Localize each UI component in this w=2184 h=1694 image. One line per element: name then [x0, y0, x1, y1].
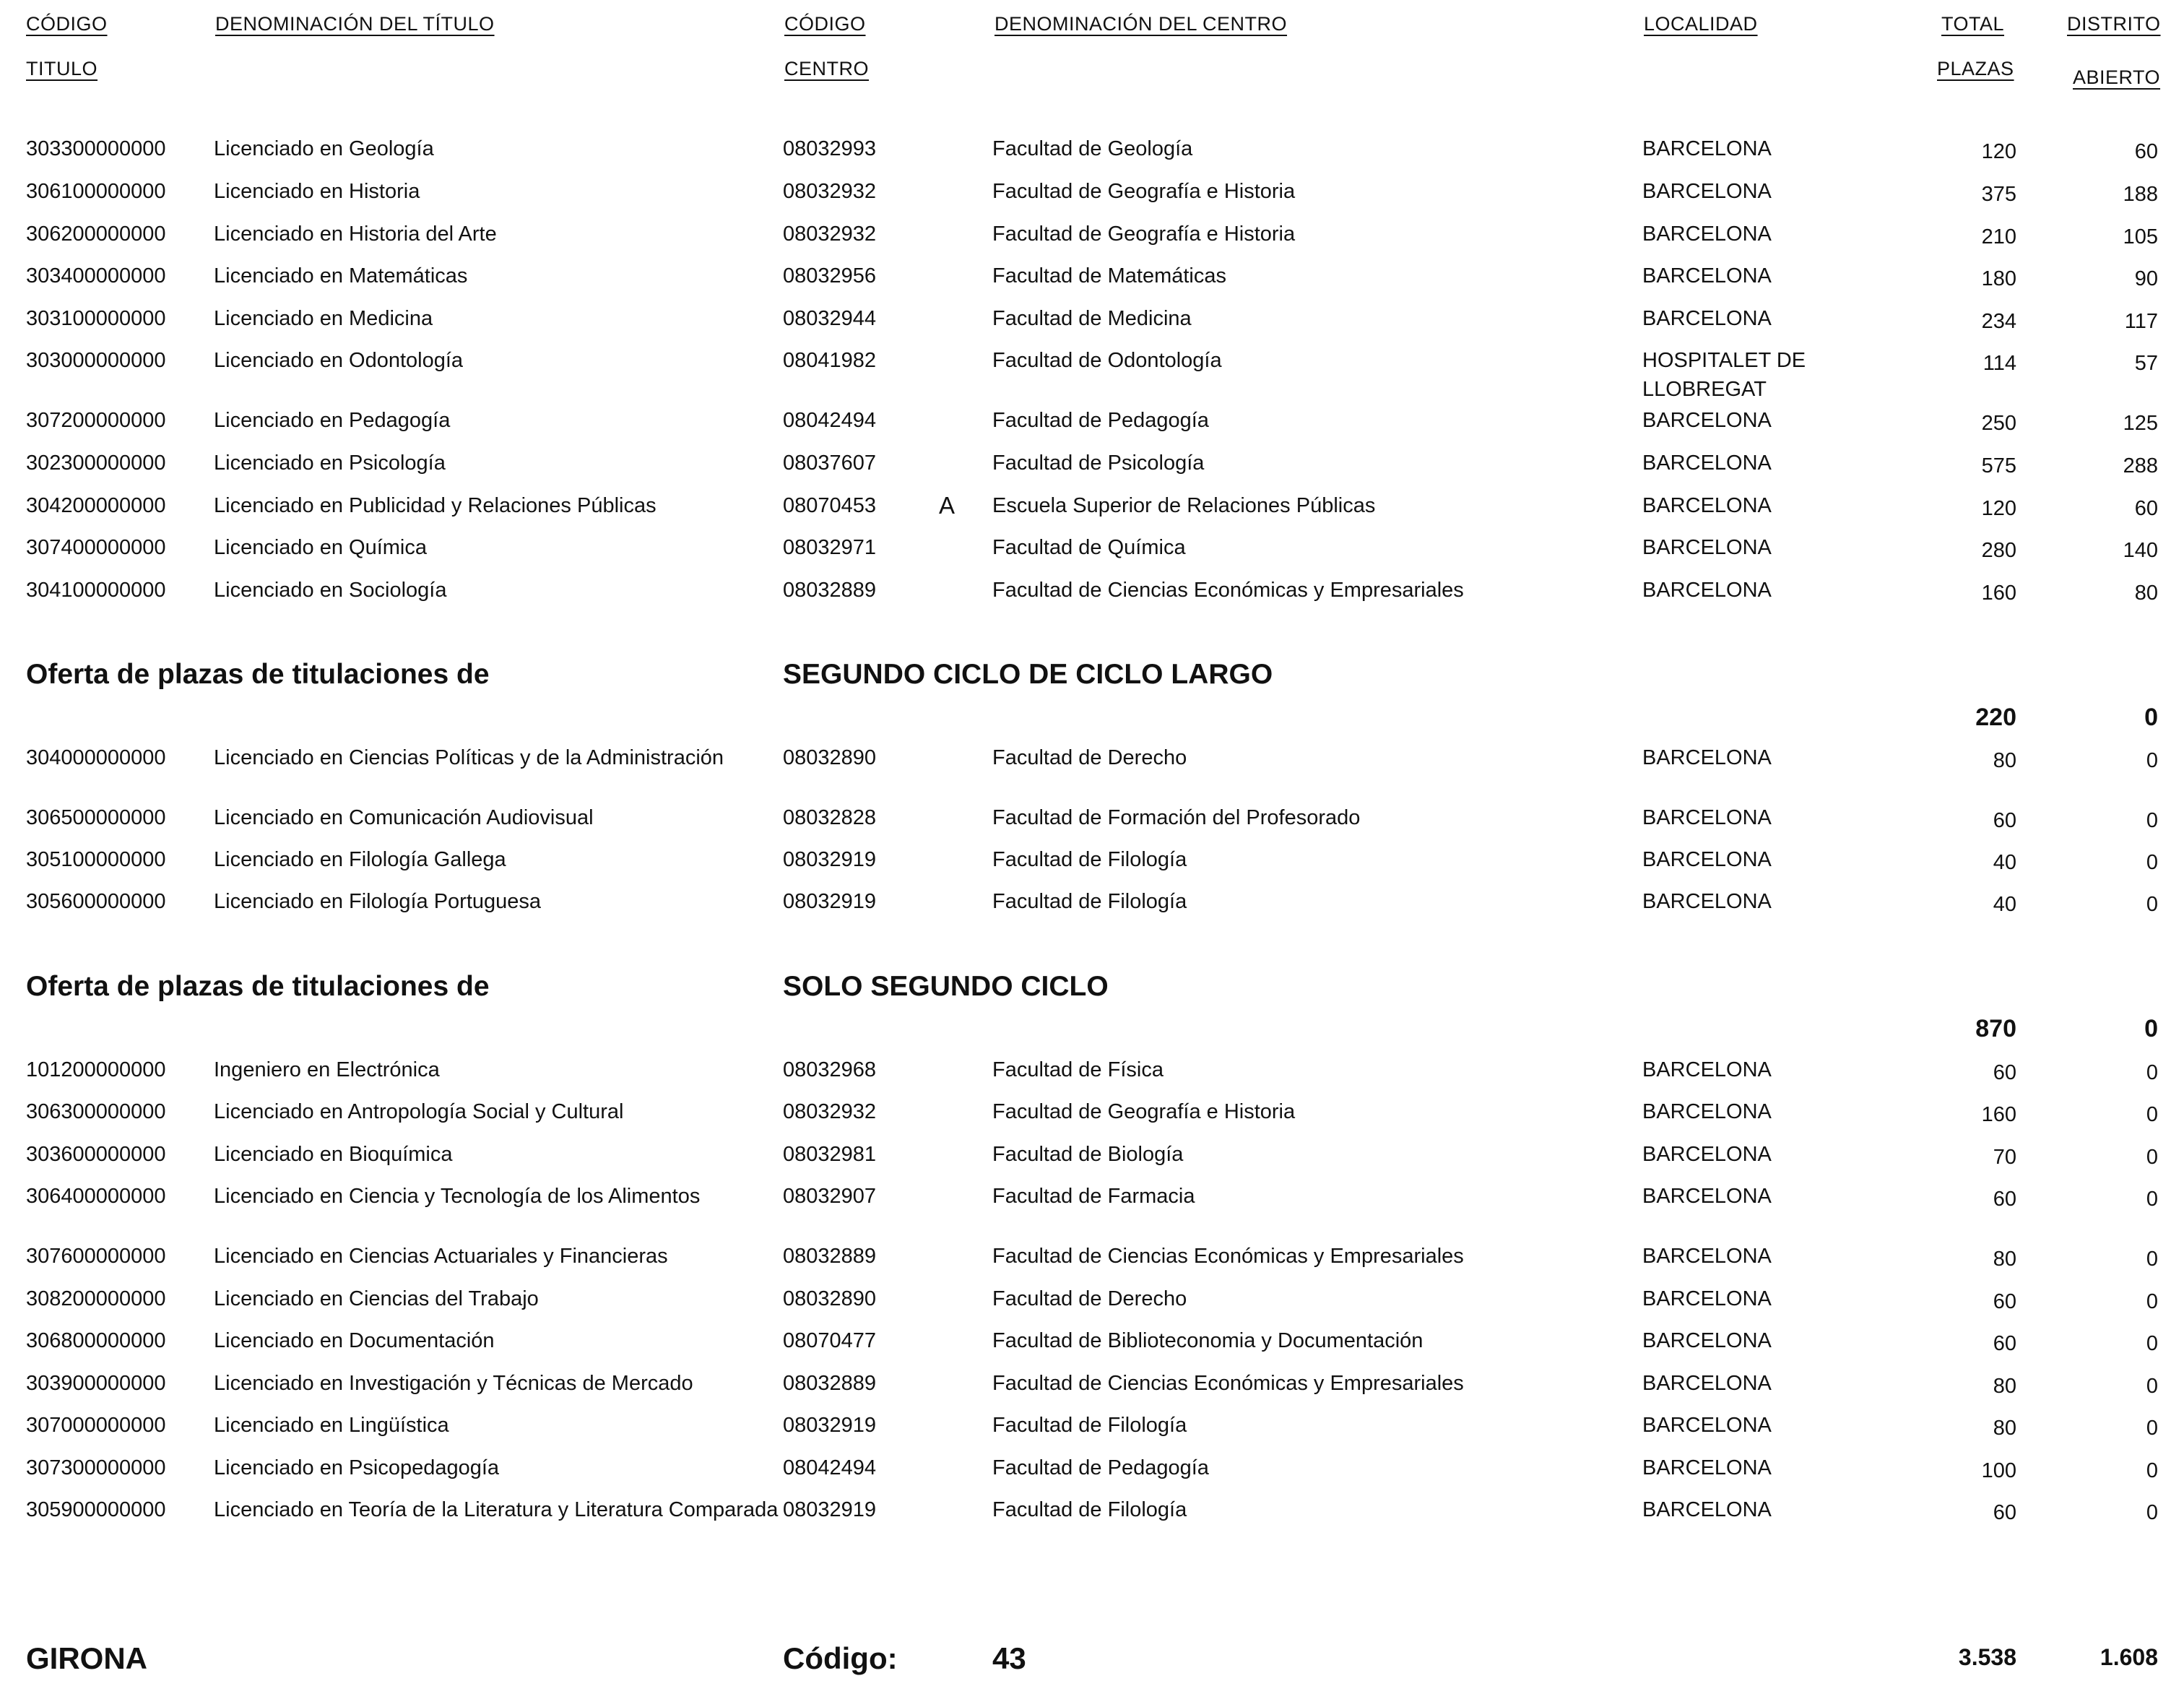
titulo-name: Licenciado en Odontología: [214, 349, 464, 372]
centro-code: 08032956: [783, 264, 877, 288]
section-title: SEGUNDO CICLO DE CICLO LARGO: [783, 659, 1273, 690]
titulo-name: Licenciado en Geología: [214, 137, 434, 160]
localidad: BARCELONA: [1642, 579, 1772, 602]
titulo-code: 305600000000: [26, 890, 166, 913]
header-codigo-titulo: CÓDIGO: [26, 13, 108, 35]
section-abierto: 0: [2144, 1015, 2158, 1042]
localidad: BARCELONA: [1642, 1287, 1772, 1310]
localidad: BARCELONA: [1642, 806, 1772, 829]
table-row: [0, 345, 2184, 401]
table-row: [0, 1241, 2184, 1274]
table-row: [0, 405, 2184, 438]
centro-code: 08032971: [783, 536, 877, 559]
centro-name: Facultad de Ciencias Económicas y Empresariales: [992, 1372, 1464, 1395]
distrito-abierto: 0: [2146, 1375, 2158, 1398]
section-total: 870: [1975, 1015, 2016, 1042]
total-plazas: 80: [1993, 1417, 2016, 1440]
localidad: BARCELONA: [1642, 1143, 1772, 1166]
titulo-name: Licenciado en Historia del Arte: [214, 222, 497, 246]
centro-name: Facultad de Física: [992, 1058, 1164, 1081]
table-row: [0, 1326, 2184, 1359]
titulo-code: 306800000000: [26, 1329, 166, 1352]
distrito-abierto: 0: [2146, 1417, 2158, 1440]
total-plazas: 160: [1981, 582, 2016, 605]
localidad-line2: LLOBREGAT: [1642, 378, 1767, 401]
total-plazas: 120: [1981, 497, 2016, 520]
total-plazas: 375: [1981, 183, 2016, 206]
total-plazas: 280: [1981, 539, 2016, 562]
titulo-code: 303400000000: [26, 264, 166, 288]
distrito-abierto: 0: [2146, 1501, 2158, 1524]
localidad: BARCELONA: [1642, 1329, 1772, 1352]
section-abierto: 0: [2144, 704, 2158, 731]
centro-code: 08032907: [783, 1185, 877, 1208]
centro-code: 08032828: [783, 806, 877, 829]
titulo-name: Licenciado en Química: [214, 536, 427, 559]
centro-code: 08032889: [783, 579, 877, 602]
total-plazas: 60: [1993, 1290, 2016, 1313]
distrito-abierto: 60: [2134, 140, 2158, 163]
centro-code: 08032968: [783, 1058, 877, 1081]
localidad: BARCELONA: [1642, 1245, 1772, 1268]
localidad: BARCELONA: [1642, 536, 1772, 559]
localidad: BARCELONA: [1642, 222, 1772, 246]
localidad: BARCELONA: [1642, 1456, 1772, 1479]
centro-code: 08032919: [783, 890, 877, 913]
section-prefix: Oferta de plazas de titulaciones de: [26, 659, 490, 690]
table-row: [0, 1284, 2184, 1317]
header-abierto: ABIERTO: [2073, 66, 2161, 88]
centro-name: Facultad de Geografía e Historia: [992, 222, 1296, 246]
table-row: [0, 844, 2184, 878]
header-centro: CENTRO: [784, 58, 869, 79]
distrito-abierto: 0: [2146, 1103, 2158, 1126]
total-plazas: 114: [1982, 352, 2016, 375]
titulo-code: 303300000000: [26, 137, 166, 160]
total-plazas: 80: [1993, 749, 2016, 772]
localidad: BARCELONA: [1642, 1372, 1772, 1395]
titulo-code: 307000000000: [26, 1414, 166, 1437]
distrito-abierto: 288: [2123, 454, 2158, 477]
titulo-code: 304000000000: [26, 746, 166, 769]
centro-name: Facultad de Biblioteconomia y Documentación: [992, 1329, 1424, 1352]
total-plazas: 80: [1993, 1248, 2016, 1271]
titulo-name: Licenciado en Ciencias del Trabajo: [214, 1287, 539, 1310]
titulo-code: 305100000000: [26, 848, 166, 871]
localidad: BARCELONA: [1642, 746, 1772, 769]
distrito-abierto: 188: [2123, 183, 2158, 206]
distrito-abierto: 60: [2134, 497, 2158, 520]
titulo-name: Licenciado en Lingüística: [214, 1414, 449, 1437]
titulo-name: Ingeniero en Electrónica: [214, 1058, 440, 1081]
localidad: BARCELONA: [1642, 1414, 1772, 1437]
titulo-name: Licenciado en Matemáticas: [214, 264, 468, 288]
table-row: [0, 532, 2184, 566]
total-plazas: 210: [1981, 225, 2016, 249]
centro-name: Facultad de Biología: [992, 1143, 1184, 1166]
localidad: BARCELONA: [1642, 180, 1772, 203]
distrito-abierto: 0: [2146, 1061, 2158, 1084]
table-row: [0, 1495, 2184, 1528]
table-row: [0, 1139, 2184, 1172]
titulo-name: Licenciado en Ciencias Actuariales y Financieras: [214, 1245, 668, 1268]
centro-name: Facultad de Matemáticas: [992, 264, 1226, 288]
titulo-code: 306100000000: [26, 180, 166, 203]
centro-code: 08032919: [783, 1414, 877, 1437]
localidad: BARCELONA: [1642, 1498, 1772, 1521]
distrito-abierto: 0: [2146, 1188, 2158, 1211]
table-row: [0, 1055, 2184, 1088]
province-total: 3.538: [1958, 1644, 2016, 1670]
table-row: [0, 176, 2184, 209]
total-plazas: 40: [1993, 893, 2016, 916]
total-plazas: 60: [1993, 1188, 2016, 1211]
table-row: [0, 886, 2184, 920]
localidad: BARCELONA: [1642, 137, 1772, 160]
centro-code: 08032890: [783, 746, 877, 769]
titulo-name: Licenciado en Psicopedagogía: [214, 1456, 500, 1479]
distrito-abierto: 0: [2146, 1459, 2158, 1482]
titulo-code: 101200000000: [26, 1058, 166, 1081]
centro-name: Facultad de Química: [992, 536, 1186, 559]
table-row: [0, 261, 2184, 294]
distrito-abierto: 140: [2123, 539, 2158, 562]
localidad: BARCELONA: [1642, 494, 1772, 517]
titulo-code: 307600000000: [26, 1245, 166, 1268]
centro-name: Facultad de Ciencias Económicas y Empresariales: [992, 1245, 1464, 1268]
header-plazas: PLAZAS: [1937, 58, 2014, 79]
centro-name: Facultad de Psicología: [992, 451, 1205, 475]
total-plazas: 60: [1993, 1332, 2016, 1355]
distrito-abierto: 0: [2146, 1332, 2158, 1355]
titulo-code: 304200000000: [26, 494, 166, 517]
centro-name: Facultad de Ciencias Económicas y Empresariales: [992, 579, 1464, 602]
titulo-code: 306500000000: [26, 806, 166, 829]
province-code-label: Código:: [783, 1641, 898, 1675]
distrito-abierto: 0: [2146, 1146, 2158, 1169]
centro-code: 08032993: [783, 137, 877, 160]
titulo-code: 308200000000: [26, 1287, 166, 1310]
titulo-name: Licenciado en Psicología: [214, 451, 446, 475]
table-row: [0, 1097, 2184, 1130]
centro-name: Facultad de Derecho: [992, 1287, 1187, 1310]
titulo-code: 306300000000: [26, 1100, 166, 1123]
titulo-name: Licenciado en Antropología Social y Cultural: [214, 1100, 624, 1123]
titulo-name: Licenciado en Investigación y Técnicas de Mercado: [214, 1372, 693, 1395]
distrito-abierto: 90: [2134, 267, 2158, 290]
localidad: BARCELONA: [1642, 1100, 1772, 1123]
centro-mark: A: [939, 492, 956, 519]
province-code-value: 43: [992, 1641, 1026, 1675]
centro-code: 08070477: [783, 1329, 877, 1352]
distrito-abierto: 0: [2146, 749, 2158, 772]
centro-name: Facultad de Formación del Profesorado: [992, 806, 1361, 829]
titulo-name: Licenciado en Filología Gallega: [214, 848, 506, 871]
centro-name: Facultad de Geografía e Historia: [992, 180, 1296, 203]
table-row: [0, 743, 2184, 776]
table-row: [0, 575, 2184, 608]
titulo-code: 307300000000: [26, 1456, 166, 1479]
centro-name: Facultad de Derecho: [992, 746, 1187, 769]
section-title: SOLO SEGUNDO CICLO: [783, 971, 1109, 1002]
table-row: [0, 303, 2184, 337]
table-row: [0, 134, 2184, 167]
centro-code: 08032889: [783, 1372, 877, 1395]
centro-code: 08041982: [783, 349, 877, 372]
section-prefix: Oferta de plazas de titulaciones de: [26, 971, 490, 1002]
total-plazas: 160: [1981, 1103, 2016, 1126]
section-total: 220: [1975, 704, 2016, 731]
titulo-name: Licenciado en Pedagogía: [214, 409, 451, 432]
localidad: BARCELONA: [1642, 1185, 1772, 1208]
titulo-name: Licenciado en Publicidad y Relaciones Públicas: [214, 494, 656, 517]
table-row: [0, 219, 2184, 252]
localidad: BARCELONA: [1642, 264, 1772, 288]
table-row: [0, 803, 2184, 836]
distrito-abierto: 117: [2124, 310, 2158, 333]
header-titulo: TITULO: [26, 58, 98, 79]
centro-code: 08032890: [783, 1287, 877, 1310]
total-plazas: 80: [1993, 1375, 2016, 1398]
distrito-abierto: 0: [2146, 893, 2158, 916]
titulo-name: Licenciado en Historia: [214, 180, 420, 203]
centro-code: 08032981: [783, 1143, 877, 1166]
table-row: [0, 1453, 2184, 1486]
titulo-name: Licenciado en Medicina: [214, 307, 433, 330]
distrito-abierto: 0: [2146, 851, 2158, 874]
table-row: [0, 1368, 2184, 1401]
distrito-abierto: 80: [2134, 582, 2158, 605]
total-plazas: 575: [1981, 454, 2016, 477]
titulo-name: Licenciado en Documentación: [214, 1329, 495, 1352]
localidad: BARCELONA: [1642, 890, 1772, 913]
titulo-name: Licenciado en Comunicación Audiovisual: [214, 806, 594, 829]
distrito-abierto: 0: [2146, 809, 2158, 832]
centro-name: Facultad de Medicina: [992, 307, 1192, 330]
header-total: TOTAL: [1941, 13, 2005, 35]
total-plazas: 70: [1993, 1146, 2016, 1169]
total-plazas: 234: [1981, 310, 2016, 333]
table-row: [0, 1181, 2184, 1214]
centro-name: Escuela Superior de Relaciones Públicas: [992, 494, 1376, 517]
centro-name: Facultad de Filología: [992, 1498, 1187, 1521]
centro-code: 08070453: [783, 494, 877, 517]
titulo-code: 303100000000: [26, 307, 166, 330]
localidad: BARCELONA: [1642, 1058, 1772, 1081]
titulo-name: Licenciado en Ciencia y Tecnología de los Alimentos: [214, 1185, 701, 1208]
centro-code: 08032919: [783, 848, 877, 871]
centro-code: 08032889: [783, 1245, 877, 1268]
centro-name: Facultad de Filología: [992, 848, 1187, 871]
titulo-code: 307400000000: [26, 536, 166, 559]
titulo-name: Licenciado en Sociología: [214, 579, 447, 602]
table-row: [0, 1410, 2184, 1443]
titulo-code: 303000000000: [26, 349, 166, 372]
titulo-code: 304100000000: [26, 579, 166, 602]
total-plazas: 250: [1981, 412, 2016, 435]
localidad: BARCELONA: [1642, 848, 1772, 871]
total-plazas: 60: [1993, 1501, 2016, 1524]
titulo-code: 303900000000: [26, 1372, 166, 1395]
titulo-name: Licenciado en Filología Portuguesa: [214, 890, 542, 913]
titulo-code: 305900000000: [26, 1498, 166, 1521]
total-plazas: 120: [1981, 140, 2016, 163]
titulo-name: Licenciado en Ciencias Políticas y de la Administración: [214, 746, 724, 769]
province-name: GIRONA: [26, 1641, 147, 1675]
localidad: BARCELONA: [1642, 409, 1772, 432]
titulo-code: 303600000000: [26, 1143, 166, 1166]
centro-code: 08032932: [783, 1100, 877, 1123]
centro-name: Facultad de Filología: [992, 1414, 1187, 1437]
titulo-name: Licenciado en Teoría de la Literatura y Literatura Comparada: [214, 1498, 779, 1521]
centro-name: Facultad de Filología: [992, 890, 1187, 913]
centro-code: 08032932: [783, 222, 877, 246]
localidad: BARCELONA: [1642, 307, 1772, 330]
centro-code: 08032919: [783, 1498, 877, 1521]
header-codigo-centro: CÓDIGO: [784, 13, 866, 35]
titulo-code: 302300000000: [26, 451, 166, 475]
total-plazas: 100: [1981, 1459, 2016, 1482]
table-row: [0, 448, 2184, 481]
centro-code: 08032932: [783, 180, 877, 203]
province-abierto: 1.608: [2100, 1644, 2158, 1670]
titulo-code: 306200000000: [26, 222, 166, 246]
centro-name: Facultad de Geografía e Historia: [992, 1100, 1296, 1123]
total-plazas: 180: [1981, 267, 2016, 290]
header-distrito: DISTRITO: [2067, 13, 2161, 35]
header-denominacion-titulo: DENOMINACIÓN DEL TÍTULO: [215, 13, 495, 35]
titulo-code: 307200000000: [26, 409, 166, 432]
distrito-abierto: 57: [2134, 352, 2158, 375]
centro-code: 08032944: [783, 307, 877, 330]
header-localidad: LOCALIDAD: [1644, 13, 1758, 35]
total-plazas: 40: [1993, 851, 2016, 874]
titulo-name: Licenciado en Bioquímica: [214, 1143, 453, 1166]
centro-name: Facultad de Geología: [992, 137, 1193, 160]
centro-name: Facultad de Pedagogía: [992, 1456, 1209, 1479]
centro-code: 08042494: [783, 409, 877, 432]
distrito-abierto: 0: [2146, 1290, 2158, 1313]
distrito-abierto: 0: [2146, 1248, 2158, 1271]
header-denominacion-centro: DENOMINACIÓN DEL CENTRO: [994, 13, 1288, 35]
total-plazas: 60: [1993, 1061, 2016, 1084]
distrito-abierto: 125: [2123, 412, 2158, 435]
centro-name: Facultad de Pedagogía: [992, 409, 1209, 432]
table-row: [0, 491, 2184, 524]
localidad: BARCELONA: [1642, 451, 1772, 475]
total-plazas: 60: [1993, 809, 2016, 832]
centro-name: Facultad de Farmacia: [992, 1185, 1195, 1208]
titulo-code: 306400000000: [26, 1185, 166, 1208]
distrito-abierto: 105: [2123, 225, 2158, 249]
centro-code: 08042494: [783, 1456, 877, 1479]
localidad: HOSPITALET DE: [1642, 349, 1806, 372]
centro-name: Facultad de Odontología: [992, 349, 1222, 372]
centro-code: 08037607: [783, 451, 877, 475]
